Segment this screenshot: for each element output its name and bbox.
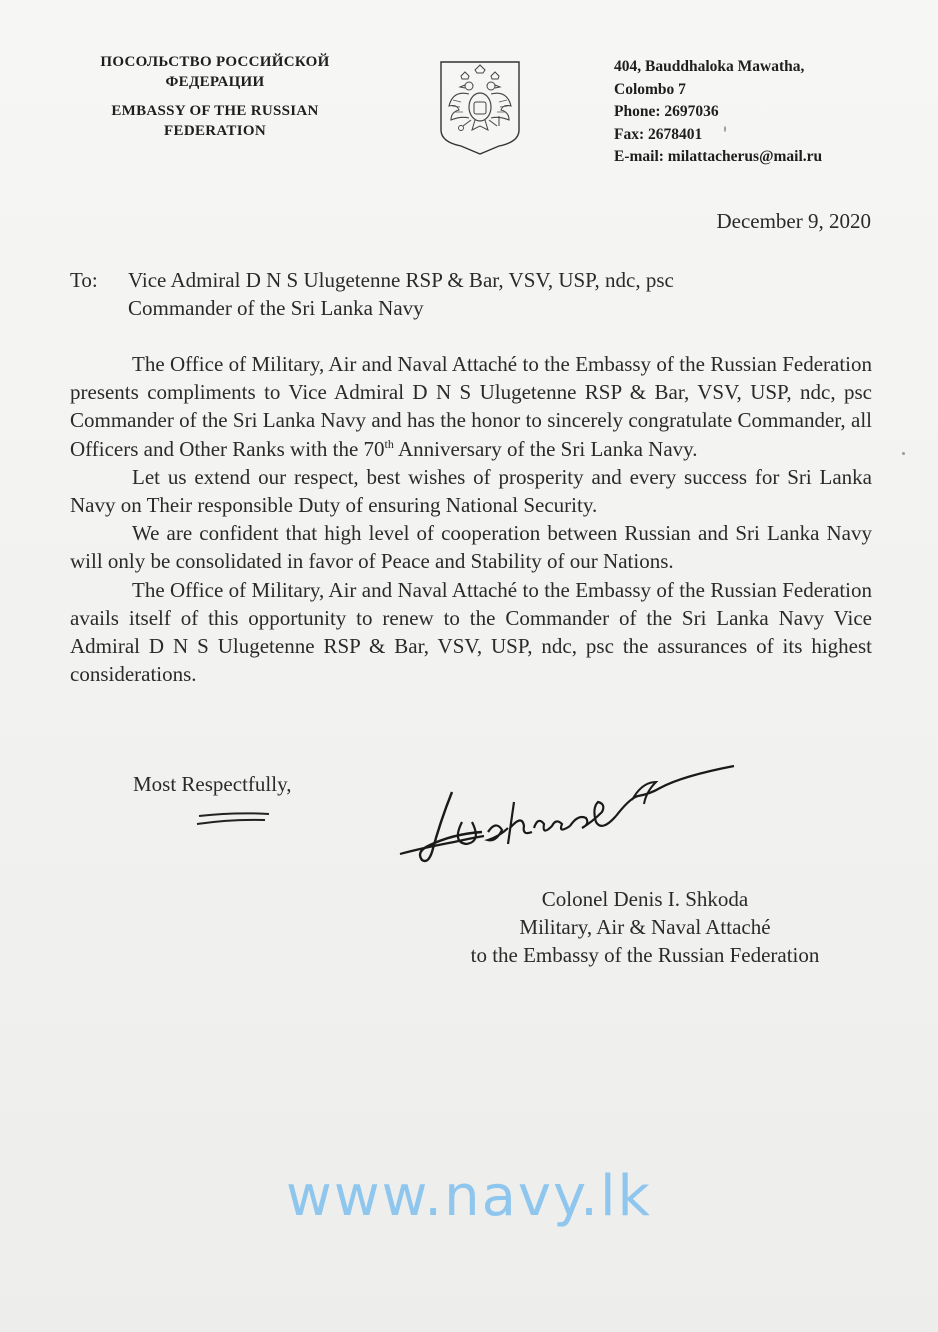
closing-salutation: Most Respectfully, <box>133 772 292 796</box>
body-paragraph-3: We are confident that high level of cooperation between Russian and Sri Lanka Navy will only be consolidated in favor of Peace and Stability of our Nations. <box>70 521 872 574</box>
email-address: E-mail: milattacherus@mail.ru <box>614 148 823 165</box>
website-watermark: www.navy.lk <box>286 1164 652 1229</box>
body-paragraph-4: The Office of Military, Air and Naval Attaché to the Embassy of the Russian Federation avails itself of this opportunity to renew to the Commander of the Sri Lanka Navy Vice Admiral D N S Ulugetenne RSP & Bar, VSV, USP, ndc, psc the assurances of its highest considerations. <box>70 577 872 687</box>
letter-date: December 9, 2020 <box>716 209 871 233</box>
embassy-name-ru-line1: ПОСОЛЬСТВО РОССИЙСКОЙ <box>100 54 330 70</box>
phone-number: Phone: 2697036 <box>614 103 719 120</box>
embassy-name-english <box>70 101 360 141</box>
body-paragraph-1-tail: Anniversary of the Sri Lanka Navy. <box>393 436 698 461</box>
address-line2: Colombo 7 <box>614 80 686 98</box>
fax-number: Fax: 2678401 <box>614 125 703 143</box>
embassy-name-ru-line2: ФЕДЕРАЦИИ <box>165 74 265 90</box>
recipient-line2: Commander of the Sri Lanka Navy <box>128 296 424 320</box>
body-paragraph-1-text: The Office of Military, Air and Naval Attaché to the Embassy of the Russian Federation presents compliments to Vice Admiral D N S Ulugetenne RSP & Bar, VSV, USP, ndc, psc Commander of the Sri Lanka Navy and has the honor to sincerely congratulate Commander, all Officers and Other Ranks with the 70 <box>70 352 872 461</box>
embassy-name-russian <box>70 52 360 92</box>
embassy-name-en-line2: FEDERATION <box>164 123 266 139</box>
recipient-lines <box>128 266 888 322</box>
embassy-name-block <box>70 52 360 141</box>
ordinal-suffix: th <box>384 436 394 451</box>
embassy-contact-block <box>614 56 914 169</box>
body-paragraph-1 <box>70 350 872 463</box>
letter-body <box>70 350 872 688</box>
body-paragraph-2: Let us extend our respect, best wishes of prosperity and every success for Sri Lanka Navy on Their responsible Duty of ensuring National Security. <box>70 464 872 518</box>
embassy-name-en-line1: EMBASSY OF THE RUSSIAN <box>111 103 319 119</box>
recipient-label: To: <box>70 268 98 292</box>
signer-block <box>430 885 860 969</box>
double-headed-eagle-coat-of-arms-icon <box>439 60 521 156</box>
handwritten-signature <box>392 752 752 870</box>
signer-title: Military, Air & Naval Attaché <box>519 915 771 939</box>
signer-name: Colonel Denis I. Shkoda <box>541 887 749 911</box>
paper-speck <box>902 452 905 455</box>
signer-organization: to the Embassy of the Russian Federation <box>470 943 820 967</box>
recipient-line1: Vice Admiral D N S Ulugetenne RSP & Bar, VSV, USP, ndc, psc <box>128 268 674 292</box>
address-line1: 404, Bauddhaloka Mawatha, <box>614 58 805 75</box>
initials-mark <box>195 808 275 830</box>
paper-speck <box>724 126 726 132</box>
